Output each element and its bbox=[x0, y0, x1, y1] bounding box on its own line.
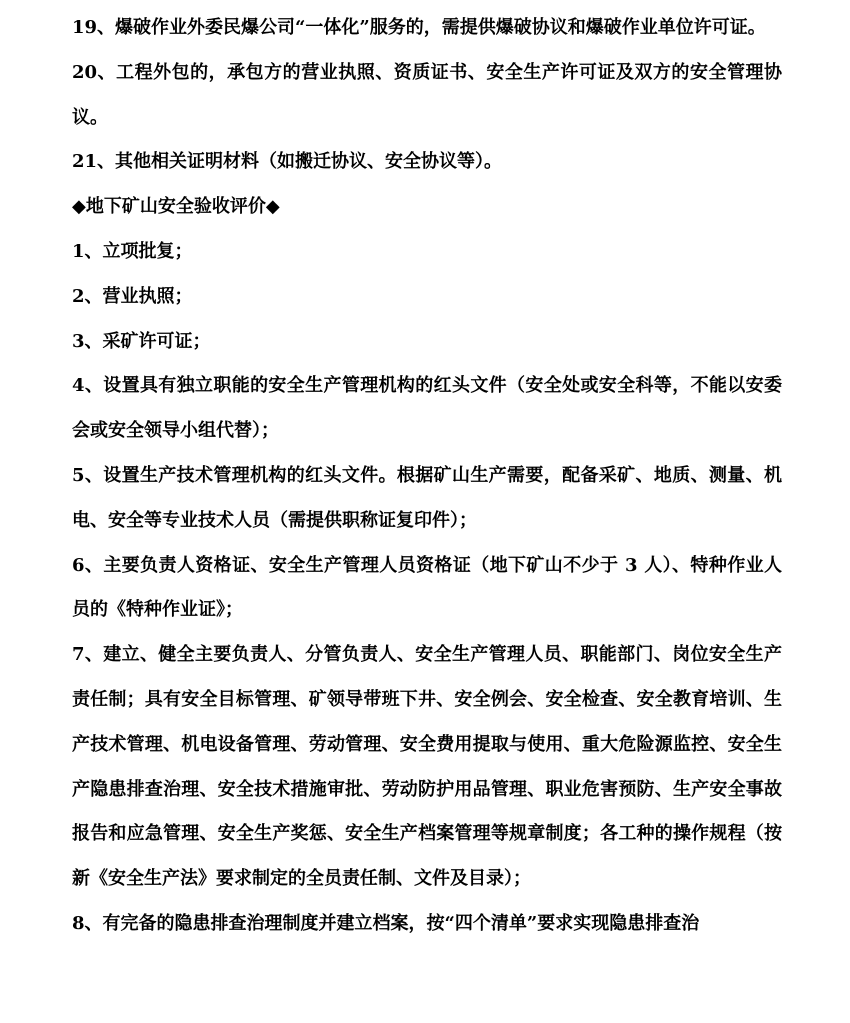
paragraph-item-8: 8、有完备的隐患排查治理制度并建立档案，按“四个清单”要求实现隐患排查治 bbox=[72, 912, 700, 934]
section-heading: ◆地下矿山安全验收评价◆ bbox=[72, 196, 280, 218]
paragraph-item-2: 2、营业执照； bbox=[72, 285, 193, 307]
paragraph-item-4: 4、设置具有独立职能的安全生产管理机构的红头文件（安全处或安全科等，不能以安委会或安全领导小组代替）； bbox=[72, 375, 782, 442]
paragraph-item-21: 21、其他相关证明材料（如搬迁协议、安全协议等）。 bbox=[72, 151, 503, 173]
paragraph-item-1: 1、立项批复； bbox=[72, 240, 193, 262]
paragraph-item-20: 20、工程外包的，承包方的营业执照、资质证书、安全生产许可证及双方的安全管理协议。 bbox=[72, 61, 782, 128]
paragraph-item-3: 3、采矿许可证； bbox=[72, 330, 211, 352]
paragraph-item-7: 7、建立、健全主要负责人、分管负责人、安全生产管理人员、职能部门、岗位安全生产责任制；具有安全目标管理、矿领导带班下井、安全例会、安全检查、安全教育培训、生产技术管理、机电设备管理、劳动管理、安全费用提取与使用、重大危险源监控、安全生产隐患排查治理、安全技术措施审批、劳动防护用品管理、职业危害预防、生产安全事故报告和应急管理、安全生产奖惩、安全生产档案管理等规章制度；各工种的操作规程（按新《安全生产法》要求制定的全员责任制、文件及目录）； bbox=[72, 644, 782, 890]
paragraph-item-6: 6、主要负责人资格证、安全生产管理人员资格证（地下矿山不少于 3 人）、特种作业人员的《特种作业证》； bbox=[72, 554, 782, 621]
document-page bbox=[72, 6, 782, 947]
paragraph-item-5: 5、设置生产技术管理机构的红头文件。根据矿山生产需要，配备采矿、地质、测量、机电、安全等专业技术人员（需提供职称证复印件）； bbox=[72, 464, 782, 531]
paragraph-item-19: 19、爆破作业外委民爆公司“一体化”服务的，需提供爆破协议和爆破作业单位许可证。 bbox=[72, 17, 766, 38]
